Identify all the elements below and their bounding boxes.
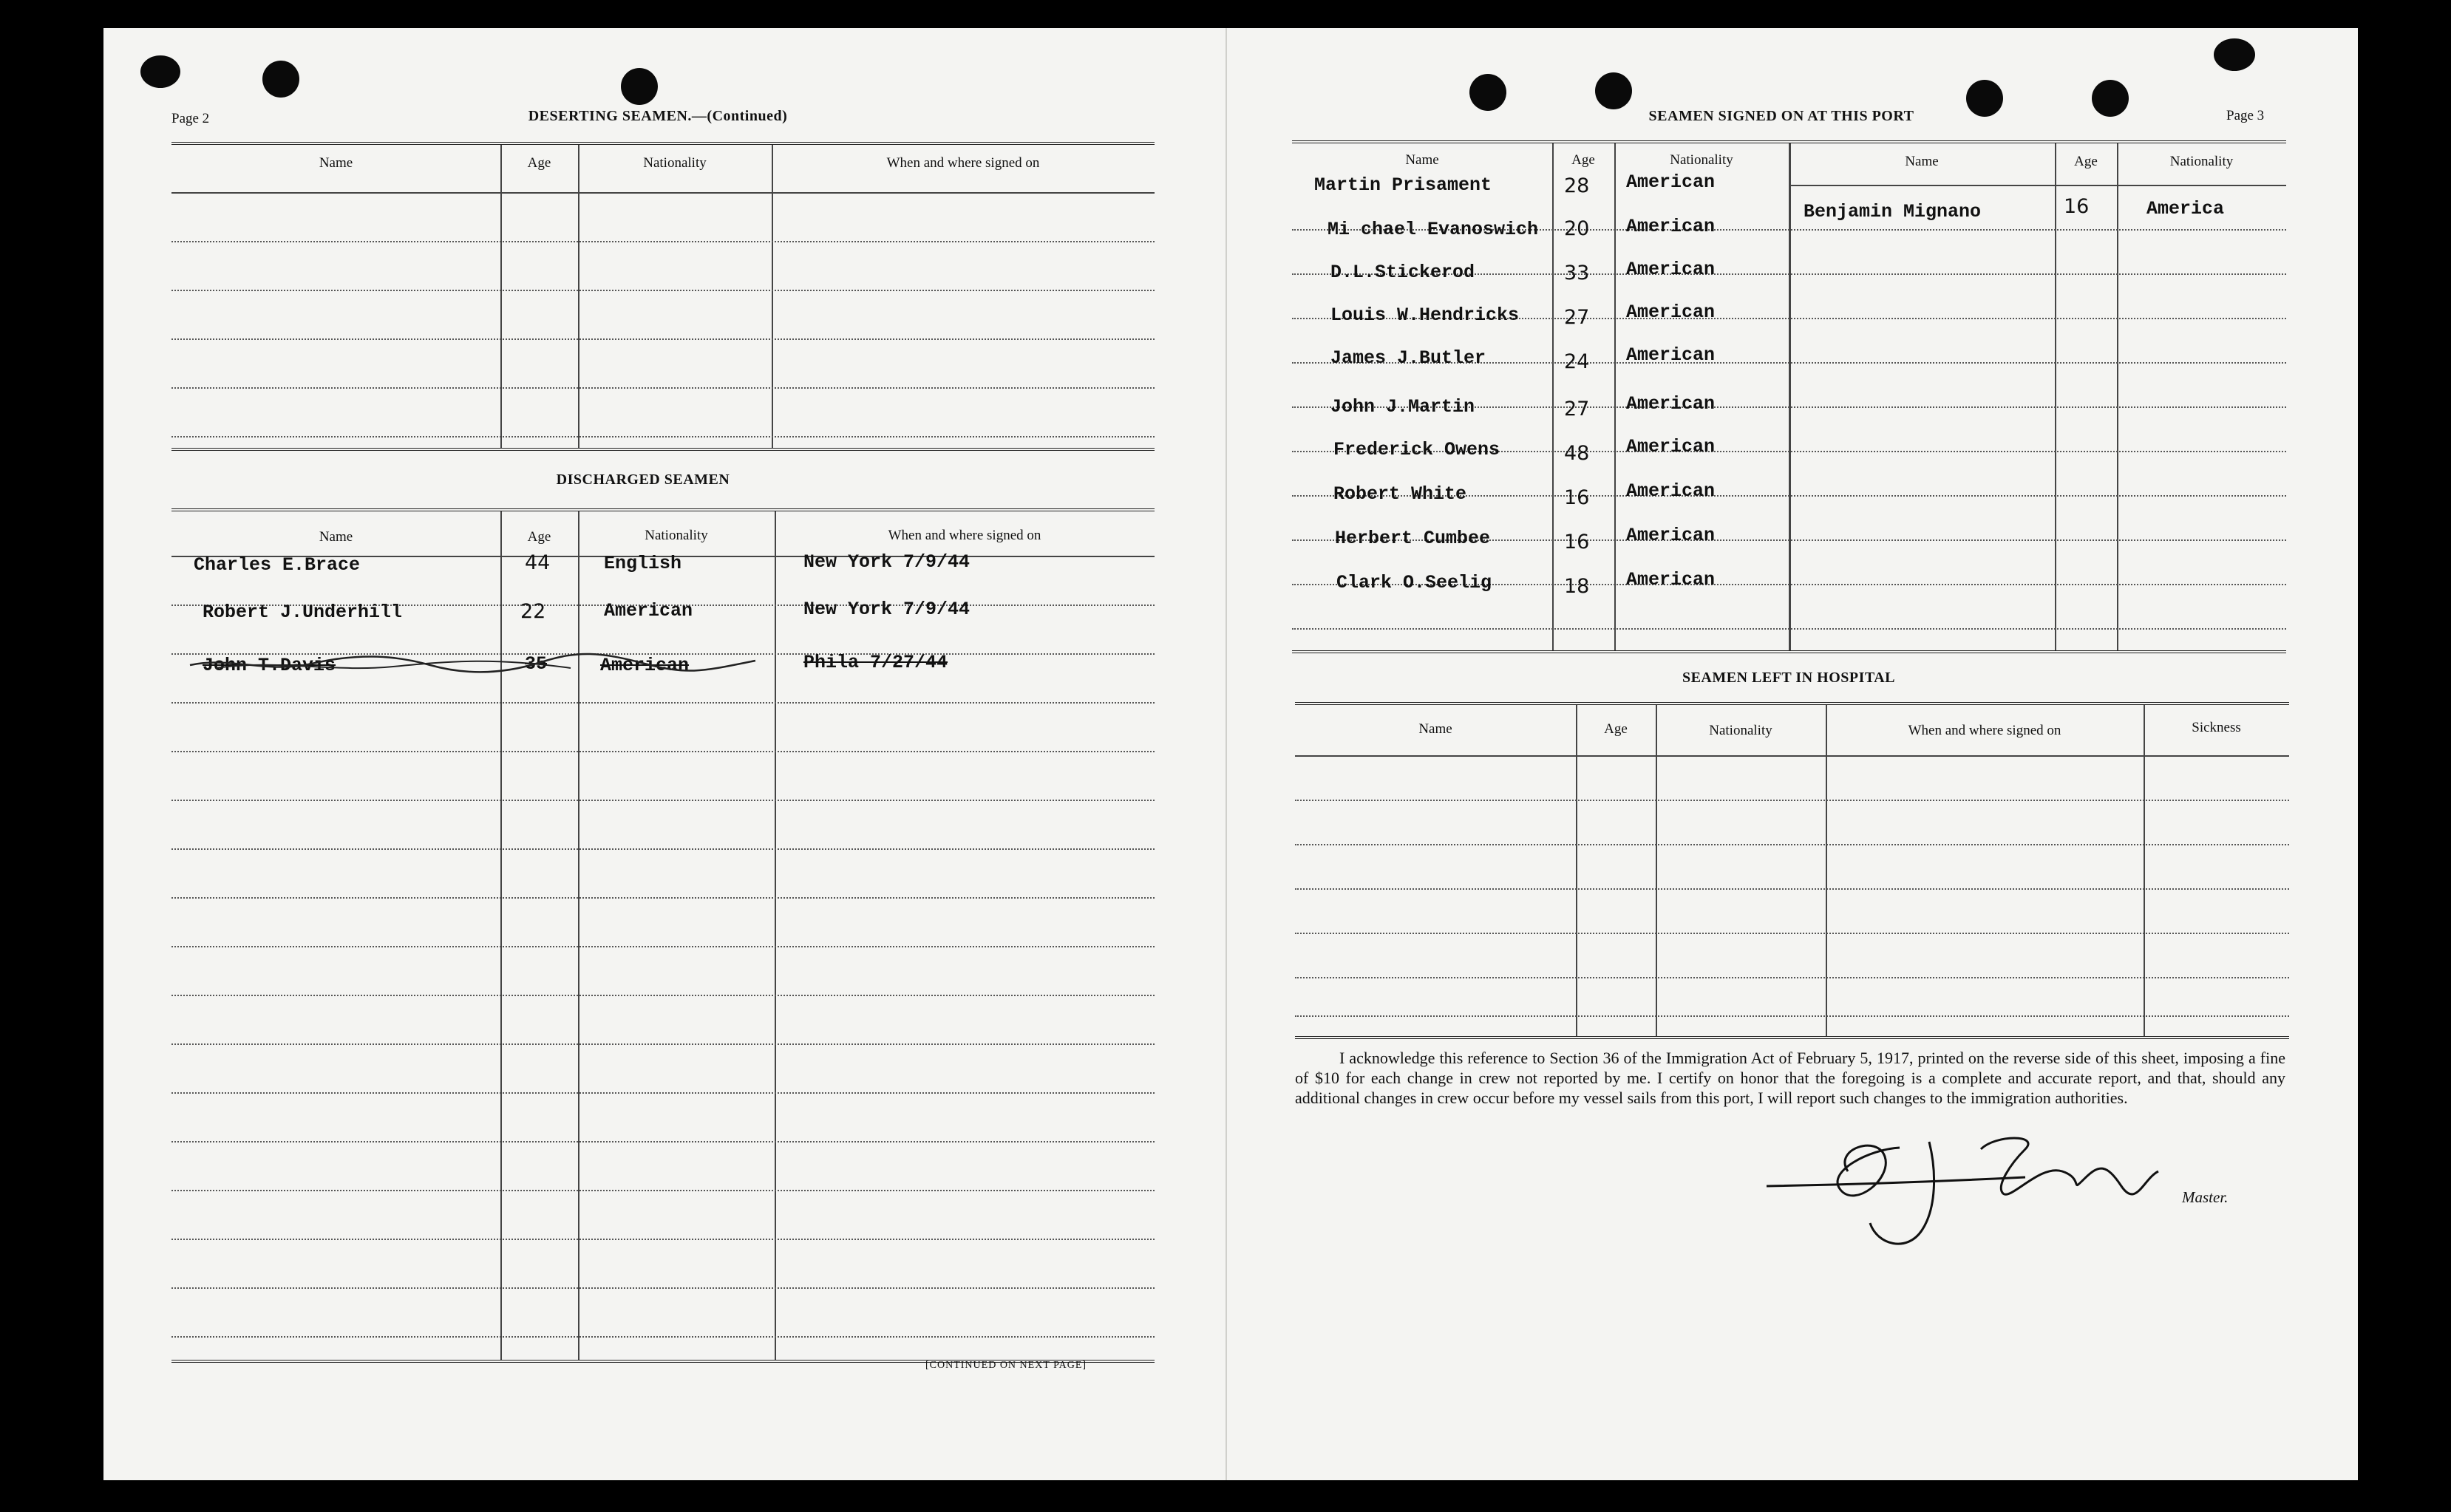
signed-age: 16 [1564, 486, 1590, 509]
col-nationality: Nationality [645, 528, 708, 543]
discharged-signed-on: New York 7/9/44 [803, 551, 970, 573]
discharged-nationality: American [600, 655, 690, 676]
page-label-right: Page 3 [2226, 108, 2265, 123]
col-nationality: Nationality [643, 155, 707, 171]
discharged-title: DISCHARGED SEAMEN [556, 471, 730, 488]
col-signed-on: When and where signed on [886, 155, 1040, 171]
col-name: Name [1905, 154, 1939, 169]
col-name: Name [319, 155, 353, 171]
signed-name: Louis W.Hendricks [1330, 304, 1520, 326]
signed-nationality: American [1626, 216, 1716, 237]
hospital-table [1295, 702, 2289, 1039]
col-name: Name [319, 529, 353, 545]
signed-name: James J.Butler [1330, 347, 1486, 369]
signed-age: 20 [1564, 217, 1590, 240]
col-nationality: Nationality [1709, 723, 1772, 738]
discharged-signed-on: New York 7/9/44 [803, 599, 970, 620]
signed-name: Martin Prisament [1314, 174, 1492, 196]
signed-name: Robert White [1333, 483, 1467, 505]
discharged-nationality: English [604, 553, 682, 574]
signed-age: 33 [1564, 262, 1590, 285]
signed-nationality: American [1626, 259, 1716, 280]
col-age: Age [527, 155, 551, 171]
page-label-left: Page 2 [171, 111, 210, 126]
signed-name: John J.Martin [1330, 396, 1475, 418]
signed-nationality: American [1626, 569, 1716, 590]
punch-hole [2214, 38, 2255, 71]
page-fold [1226, 28, 1227, 1480]
discharged-age: 22 [520, 600, 546, 623]
punch-hole [1469, 74, 1506, 111]
signed-age: 18 [1564, 575, 1590, 598]
cancel-scribble [186, 649, 763, 678]
punch-hole [621, 68, 658, 105]
signed-name: Benjamin Mignano [1804, 201, 1982, 222]
punch-hole [140, 55, 180, 88]
master-signature [1759, 1120, 2173, 1253]
col-sickness: Sickness [2192, 720, 2241, 735]
col-name: Name [1418, 721, 1452, 737]
punch-hole [2092, 80, 2129, 117]
signed-name: Mi chael Evanoswich [1328, 219, 1539, 240]
signed-nationality: American [1626, 171, 1716, 193]
signed-nationality: American [1626, 436, 1716, 457]
signed-age: 48 [1564, 442, 1590, 465]
signed-name: Frederick Owens [1333, 439, 1500, 460]
discharged-name: Robert J.Underhill [203, 602, 403, 623]
punch-hole [262, 61, 299, 98]
signed-name: Herbert Cumbee [1335, 528, 1491, 549]
deserting-title: DESERTING SEAMEN.—(Continued) [528, 108, 788, 124]
signed-nationality: American [1626, 480, 1716, 502]
col-age: Age [2074, 154, 2098, 169]
signed-age: 16 [1564, 531, 1590, 554]
discharged-signed-on: Phila 7/27/44 [803, 652, 948, 673]
col-signed-on: When and where signed on [888, 528, 1041, 543]
signed-on-title: SEAMEN SIGNED ON AT THIS PORT [1648, 108, 1914, 124]
col-name: Name [1405, 152, 1439, 168]
signed-nationality: American [1626, 525, 1716, 546]
discharged-age: 44 [525, 551, 551, 574]
discharged-name: John T.Davis [203, 655, 336, 676]
signed-nationality: American [1626, 302, 1716, 323]
hospital-title: SEAMEN LEFT IN HOSPITAL [1682, 670, 1896, 686]
signed-age: 27 [1564, 306, 1590, 329]
signed-on-table [1292, 140, 2286, 653]
signed-age: 24 [1564, 350, 1590, 373]
signed-nationality: America [2146, 198, 2225, 219]
col-age: Age [1571, 152, 1595, 168]
col-age: Age [1604, 721, 1628, 737]
discharged-table [171, 508, 1155, 1363]
col-nationality: Nationality [1670, 152, 1733, 168]
punch-hole [1595, 72, 1632, 109]
col-nationality: Nationality [2169, 154, 2234, 169]
acknowledgement-text: I acknowledge this reference to Section 36 of the Immigration Act of February 5, 1917, printed on the reverse side of this sheet, imposing a fine of $10 for each change in crew not reported by me. I certify on honor that the foregoing is a complete and accurate report, and that, should any additional changes in crew occur before my vessel sails from this port, I will report such changes to the immigration authorities. [1295, 1049, 2285, 1107]
discharged-name: Charles E.Brace [194, 554, 361, 576]
signed-age: 16 [2064, 195, 2090, 218]
signed-nationality: American [1626, 393, 1716, 415]
discharged-nationality: American [604, 600, 693, 622]
continued-note: [CONTINUED ON NEXT PAGE] [925, 1360, 1087, 1371]
master-label: Master. [2182, 1188, 2229, 1206]
signed-age: 28 [1564, 174, 1590, 197]
col-signed-on: When and where signed on [1908, 723, 2061, 738]
signed-nationality: American [1626, 344, 1716, 366]
signed-name: D.L.Stickerod [1330, 262, 1475, 283]
col-age: Age [527, 529, 551, 545]
signed-age: 27 [1564, 398, 1590, 420]
discharged-age: 35 [525, 653, 548, 675]
signed-name: Clark O.Seelig [1336, 572, 1492, 593]
deserting-table [171, 142, 1155, 451]
